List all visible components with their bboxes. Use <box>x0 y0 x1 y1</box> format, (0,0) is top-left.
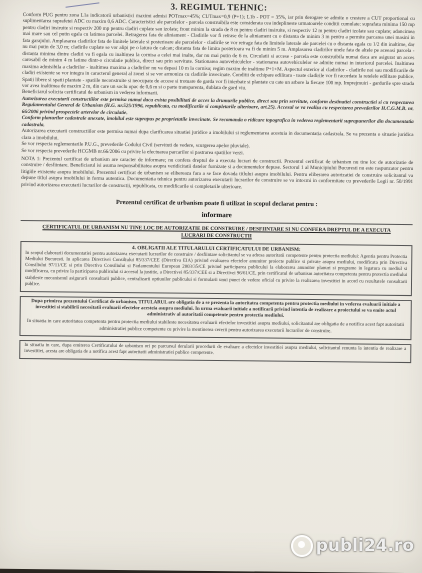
withdrawal-box <box>19 340 411 363</box>
note-1: NOTA 1: Prezentul certificat de urbanism are caracter de informare; nu confera dreptul de a executa lucrari de constructii. Prezentul certificat de urbanism nu tine loc de autorizatie de construire / desfiintare. Beneficiarul isi asuma responsabilitatea asupra veridicitatii datelor furnizate si a documentelor depuse. Sectorul 1 al Municipiului Bucuresti nu este raspunzator pentru litigiile existente asupra imobilului. Prezentul certificat de urbanism se elibereaza fara a se face dovada titlului asupra imobilului. Pentru eliberarea autorizatiei de construire solicitantul va depune titlul asupra imobilului in forma autentica. Documentatia tehnica pentru autorizarea executarii lucrarilor de construire se va intocmi in conformitate cu prevederile Legii nr. 50/1991 privind autorizarea executarii lucrarilor de constructii, republicata, cu modificarile si completarile ulterioare. <box>20 155 414 190</box>
warning-notice <box>20 224 412 241</box>
obligations-text: In scopul elaborarii documentatiei pentru autorizarea executarii lucrarilor de construire / desfiintare solicitantul se va adresa autoritatii competente pentru protectia mediului: Agentia pentru Protectia Mediului Bucuresti. In aplicarea Directivei Consiliului 85/337/CEE (Directiva EIA) privind evaluarea efectelor anumitor proiecte publice si private asupra mediului, modificata prin Directiva Consiliului 97/11/CE si prin Directiva Consiliului si Parlamentului European 2003/35/CE privind participarea publicului la elaborarea anumitor planuri si programe in legatura cu mediul si modificarea, cu privire la participarea publicului si accesul la justitie, a Directivei 85/337/CEE si a Directivei 96/61/CE, prin certificatul de urbanism autoritatea competenta pentru protectia mediului stabileste mecanismul asigurarii consultarii publice, centralizarii optiunilor publicului si formularii unui punct de vedere oficial cu privire la realizarea investitiei in acord cu rezultatele consultarii publice. <box>24 251 408 287</box>
paragraph-suprapunere: Conform planurilor cadastrale anexate, imobilul este suprapus pe proprietatile invecinate. Se recomanda o ridicare topografica in vederea reglementarii suprapunerilor din documentatia cadastrala. <box>21 115 414 128</box>
environment-text-1: Dupa primirea prezentului Certificat de urbanism, TITULARUL are obligatia de a se prezenta la autoritatea competenta pentru protectia mediului in vederea evaluarii initiale a investitiei si stabilirii necesitatii evaluarii efectelor acesteia asupra mediului. In urma evaluarii initiale a notificarii privind intentia de realizare a proiectului se va emite actul administrativ al autoritatii competente pentru protectia mediului. <box>31 298 401 319</box>
paragraph-pug: Se vor respecta reglementarile P.U.G., prevederile Codului Civil (servituti de vedere, scurgerea apelor pluviale). <box>21 141 250 150</box>
purpose-line: Prezentul certificat de urbanism poate fi utilizat in scopul declarat pentru : <box>116 198 318 209</box>
paragraph-situatie-juridica: Autorizarea executarii constructiilor este permisa numai dupa clarificarea situatiei juridice a imobilului si reglementarea acestuia in documentatia cadastrala. Se va prezenta o situatie juridica clara a imobilului. <box>21 128 414 141</box>
paragraph-hcgmb: Se vor respecta prevederile HCGMB nr.66/2006 cu privire la efectuarea parcarilor si pastrarea spatiilor verzi. <box>21 147 245 156</box>
paragraph-beneficiar: Beneficiarul solicita certificatul de urbanism in vederea informarii. <box>21 89 159 97</box>
watermark-text: publi24.ro <box>315 536 414 556</box>
paragraph-regim-tehnic: Conform PUG pentru zona L1a indicatorii urbanistici maximi admisi POTmax=45%; CUTmax=0,9 (P+1); L1b - POT = 35%, iar prin derogare se admite o crestere a CUT proportional cu suplimentarea suprafetei ADC cu maxim 0,6 ADC. Caracteristici ale parcelelor - parcela construibila este considerata cea indeplineste urmatoarele conditii cumulate: suprafata minima 150 mp pentru cladiri insiruite si respectiv 200 mp pentru cladiri cuplate sau izolate; front minim la strada de 8 m pentru cladiri insiruite, si respectiv 12 m pentru cladiri izolate sau cuplate; adancimea mai mare sau cel putin egala cu latimea parcelei. Retragerea fata de aliniament - Cladirile vor fi retrase de la aliniament cu o distanta de minim 3 m pentru a permite parcarea unei masini in fata garajului. Amplasarea cladirilor fata de limitele laterale si posterioare ale parcelelor - cladirile se vor retrage fata de limitele laterale ale parcelei cu o distanta egala cu 1/2 din inaltime, dar nu mai putin de 3,0 m; cladirile cuplate se vor alipi pe o latura de calcan; distanta fata de limita posterioara va fi de minim 5 m. Amplasarea cladirilor unele fata de altele pe aceeasi parcela - distanta minima dintre cladiri va fi egala cu inaltimea la cornisa a celei mai inalte, dar nu mai putin de 6 m. Circulatii si accese - parcela este construibila numai daca are asigurat un acces carosabil de minim 4 m latime dintr-o circulatie publica, direct sau prin servitute. Stationarea autovehiculelor - stationarea autovehiculelor se admite numai in interiorul parcelei. Inaltimea maxima admisibila a cladirilor - inaltimea maxima a cladirilor nu va depasi 10 m la cornisa; regim maxim de inaltime P+1+M. Aspectul exterior al cladirilor - cladirile noi sau modificarile de cladiri existente se vor integra in caracterul general al zonei si se vor armoniza cu cladirile invecinate. Conditii de echipare edilitara - toate cladirile vor fi racordate la retelele edilitare publice. Spatii libere si spatii plantate - spatiile neconstruite si neocupate de accese si trotuare de garda vor fi inierbate si plantate cu cate un arbore la fiecare 100 mp. Imprejmuiri - gardurile spre strada vor avea inaltimea de maxim 2 m, din care un soclu opac de 0,6 m si o parte transparenta, dublata de gard viu. <box>22 11 415 92</box>
obligations-title: 4. OBLIGATII ALE TITULARULUI CERTIFICATULUI DE URBANISM: <box>132 245 301 254</box>
obligations-box <box>20 241 413 296</box>
withdrawal-text: In situatia in care, dupa emiterea Certificatului de urbanism ori pe parcursul derularii procedurii de evaluare a efectelor investitiei asupra mediului, solicitantul renunta la intentia de realizare a investitiei, acesta are obligatia de a notifica acest fapt autoritatii administratiei publice competente. <box>24 342 407 356</box>
document-content <box>19 0 415 363</box>
purpose-value: informare <box>201 210 232 220</box>
warning-line-1: CERTIFICATUL DE URBANISM NU TINE LOC DE AUTORIZATIE DE CONSTRUIRE / DESFIINTARE SI NU CONFERA DREPTUL DE A EXECUTA <box>42 224 391 234</box>
publi24-logo-icon <box>291 535 313 557</box>
paragraph-acces-drum: Autorizarea executarii constructiilor este permisa numai daca exista posibilitati de acces la drumurile publice, direct sau prin servitute, conform destinatiei constructiei si cu respectarea Regulamentului General de Urbanism (H.G. nr.525/1996, republicata, cu modificarile si completarile ulterioare, art.25). Accesul se va realiza cu respectarea prevederilor H.C.G.M.B. nr. 66/2006 privind prospectele arterelor de circulatie. <box>21 95 414 116</box>
environment-text-2: In situatia in care autoritatea competenta pentru protectia mediului stabileste necesitatea evaluarii efectelor investitiei asupra mediului, solicitantul are obligatia de a notifica acest fapt autoritatii administratiei publice competente cu privire la mentinerea cererii pentru autorizarea executarii lucrarilor de construire. <box>26 319 405 334</box>
section-title: 3. REGIMUL TEHNIC: <box>170 1 268 13</box>
publi24-watermark <box>291 535 414 557</box>
warning-line-2: LUCRARI DE CONSTRUCTII <box>181 232 252 239</box>
environment-box <box>19 296 411 340</box>
